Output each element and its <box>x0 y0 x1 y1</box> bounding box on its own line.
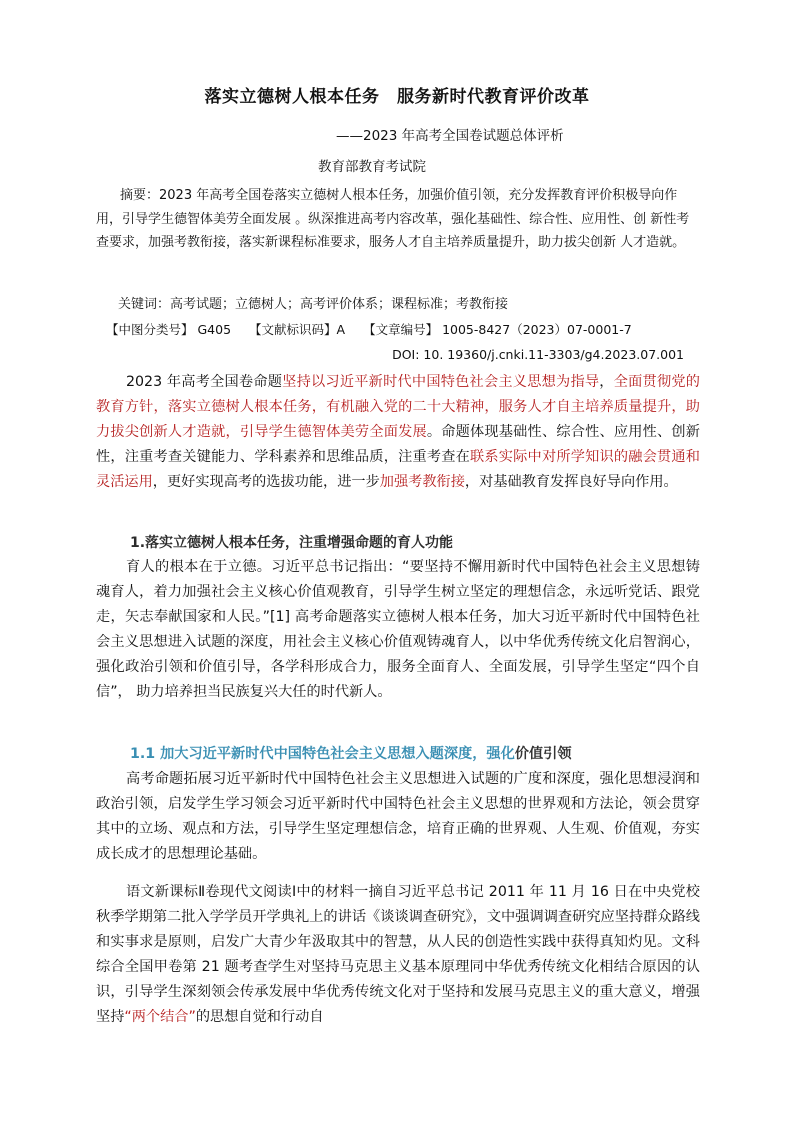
paragraph-text: 育人的根本在于立德。习近平总书记指出：“要坚持不懈用新时代中国特色社会主义思想铸魂育人，着力加强社会主义核心价值观教育，引导学生树立坚定的理想信念，永远听党话、跟党走，矢志奉献国家和人民。”[1] 高考命题落实立德树人根本任务，加大习近平新时代中国特色社会主义思想进入试题的深度，用社会主义核心价值观铸魂育人，以中华优秀传统文化启智润心，强化政治引领和价值引导，各学科形成合力，服务全面育人、全面发展，引导学生坚定“四个自信”， 助力培养担当民族复兴大任的时代新人。 <box>96 559 700 701</box>
section-1-1-paragraph <box>96 767 700 867</box>
classification-number: 【中图分类号】 G405 <box>106 322 232 337</box>
article-number: 【文章编号】 1005-8427（2023）07-0001-7 <box>363 322 632 337</box>
document-code: 【文献标识码】A <box>249 322 346 337</box>
article-author: 教育部教育考试院 <box>318 159 426 175</box>
article-subtitle: ——2023 年高考全国卷试题总体评析 <box>336 128 564 144</box>
abstract: 摘要：2023 年高考全国卷落实立德树人根本任务，加强价值引领，充分发挥教育评价积极导向作用，引导学生德智体美劳全面发展 。纵深推进高考内容改革，强化基础性、综合性、应用性、创 新性考查要求，加强考教衔接，落实新课程标准要求，服务人才自主培养质量提升，助力拔尖创新 人才造就。 <box>96 188 690 250</box>
text-run: ，对基础教育发挥良好导向作用。 <box>464 474 678 491</box>
highlight-run: 加强考教衔接 <box>379 474 465 491</box>
doi: DOI: 10. 19360/j.cnki.11-3303/g4.2023.07.001 <box>392 347 684 362</box>
keywords: 关键词：高考试题；立德树人；高考评价体系；课程标准；考教衔接 <box>118 297 509 312</box>
paragraph-text: 高考命题拓展习近平新时代中国特色社会主义思想进入试题的广度和深度，强化思想浸润和政治引领，启发学生学习领会习近平新时代中国特色社会主义思想的世界观和方法论，领会贯穿其中的立场、观点和方法，引导学生坚定理想信念，培育正确的世界观、人生观、价值观，夯实成长成才的思想理论基础。 <box>96 771 700 863</box>
text-run: 语文新课标Ⅱ卷现代文阅读Ⅰ中的材料一摘自习近平总书记 2011 年 11 月 16 日在中央党校秋季学期第二批入学学员开学典礼上的讲话《谈谈调查研究》，文中强调调查研究应坚持群众路线和实事求是原则，启发广大青少年汲取其中的智慧，从人民的创造性实践中获得真知灼见。文科综合全国甲卷第 21 题考查学生对坚持马克思主义基本原理同中华优秀传统文化相结合原因的认识，引导学生深刻领会传承发展中华优秀传统文化对于坚持和发展马克思主义的重大意义，增强坚持 <box>96 884 700 1026</box>
highlight-run: “两个结合” <box>124 1009 196 1026</box>
section-heading-1: 1.落实立德树人根本任务，注重增强命题的育人功能 <box>130 535 454 551</box>
section-1-1-paragraph-2 <box>96 880 700 1031</box>
text-run: 的思想自觉和行动自 <box>195 1009 324 1026</box>
classification-line <box>106 320 696 338</box>
section-heading-1-1 <box>130 743 572 763</box>
section-1-paragraph <box>96 555 700 706</box>
text-run: 。命题体现基础性、综合性、应用性、创新性，注重考查关键能力、学科素养和思维品质，注重考查在 <box>96 424 700 466</box>
highlight-run: 坚持以习近平新时代中国特色社会主义思想为指导 <box>282 374 600 390</box>
article-title: 落实立德树人根本任务 服务新时代教育评价改革 <box>204 87 590 107</box>
highlight-run: 联系实际中对所学知识的融会贯通和灵活运用 <box>96 449 700 491</box>
intro-paragraph <box>96 370 700 495</box>
text-run: 2023 年高考全国卷命题 <box>126 374 283 390</box>
text-run: ，更好实现高考的选拔功能，进一步 <box>152 474 380 491</box>
heading-main: 1.1 加大习近平新时代中国特色社会主义思想入题深度，强化 <box>130 746 515 762</box>
text-run: ， <box>599 374 614 390</box>
highlight-run: 全面贯彻党的教育方针，落实立德树人根本任务，有机融入党的二十大精神，服务人才自主培养质量提升，助力拔尖创新人才造就，引导学生德智体美劳全面发展 <box>96 374 700 441</box>
heading-tail: 价值引领 <box>514 746 572 762</box>
